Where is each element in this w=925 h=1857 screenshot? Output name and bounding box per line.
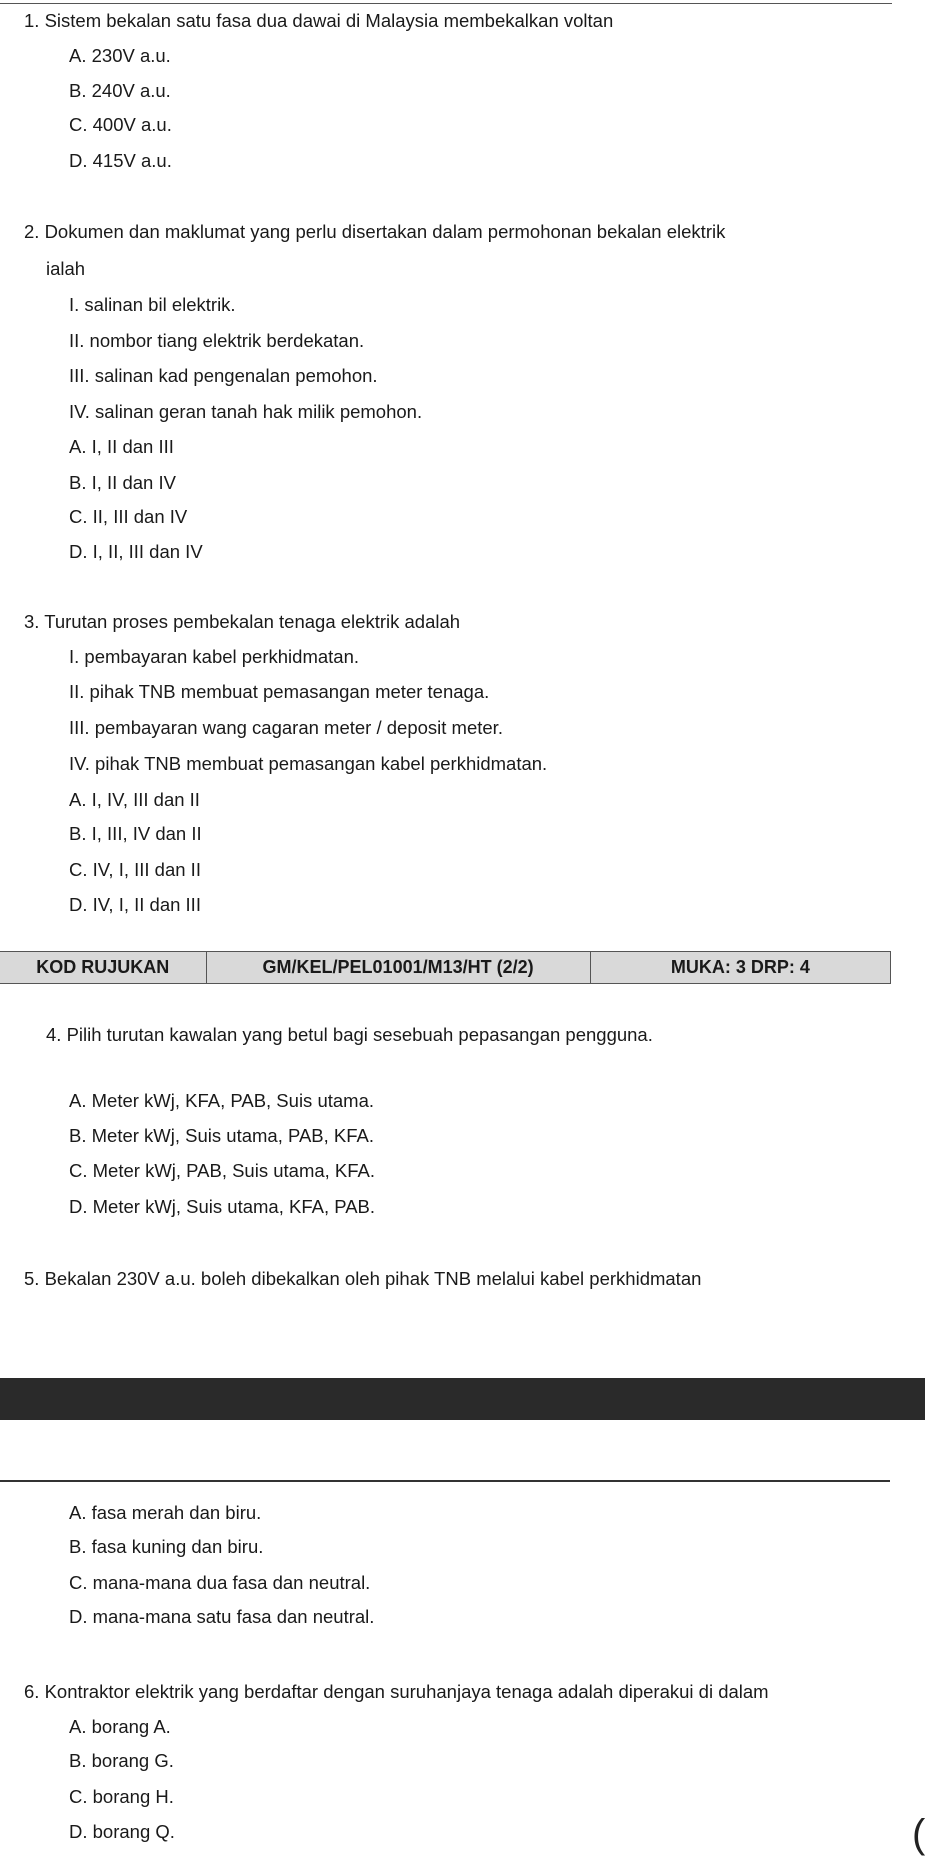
- top-rule: [0, 3, 892, 4]
- page-info: MUKA: 3 DRP: 4: [670, 957, 810, 977]
- answer-option: A. borang A.: [69, 1716, 171, 1737]
- statement-item: I. salinan bil elektrik.: [69, 294, 236, 315]
- question-stem: 4. Pilih turutan kawalan yang betul bagi sesebuah pepasangan pengguna.: [46, 1024, 653, 1045]
- answer-option: D. IV, I, II dan III: [69, 894, 201, 915]
- statement-item: IV. pihak TNB membuat pemasangan kabel perkhidmatan.: [69, 753, 548, 774]
- answer-option: C. mana-mana dua fasa dan neutral.: [69, 1572, 371, 1593]
- question-stem: 3. Turutan proses pembekalan tenaga elektrik adalah: [24, 611, 461, 632]
- answer-option: D. borang Q.: [69, 1821, 175, 1842]
- statement-item: II. pihak TNB membuat pemasangan meter tenaga.: [69, 681, 490, 702]
- answer-option: C. IV, I, III dan II: [69, 859, 201, 880]
- answer-option: D. I, II, III dan IV: [69, 541, 203, 562]
- answer-option: D. mana-mana satu fasa dan neutral.: [69, 1606, 375, 1627]
- answer-option: B. borang G.: [69, 1750, 174, 1771]
- statement-item: I. pembayaran kabel perkhidmatan.: [69, 646, 360, 667]
- dark-band: [0, 1378, 925, 1420]
- answer-option: A. 230V a.u.: [69, 45, 171, 66]
- statement-item: II. nombor tiang elektrik berdekatan.: [69, 330, 365, 351]
- question-stem: 1. Sistem bekalan satu fasa dua dawai di Malaysia membekalkan voltan: [24, 10, 614, 31]
- answer-option: B. 240V a.u.: [69, 80, 171, 101]
- answer-option: A. I, IV, III dan II: [69, 789, 200, 810]
- answer-option: A. Meter kWj, KFA, PAB, Suis utama.: [69, 1090, 374, 1111]
- answer-option: D. Meter kWj, Suis utama, KFA, PAB.: [69, 1196, 376, 1217]
- answer-option: C. 400V a.u.: [69, 114, 172, 135]
- question-stem: 2. Dokumen dan maklumat yang perlu disertakan dalam permohonan bekalan elektrik: [24, 221, 726, 242]
- question-stem: ialah: [46, 258, 86, 279]
- reference-header: [0, 951, 891, 984]
- answer-option: A. fasa merah dan biru.: [69, 1502, 262, 1523]
- reference-code: GM/KEL/PEL01001/M13/HT (2/2): [207, 952, 591, 983]
- answer-option: A. I, II dan III: [69, 436, 174, 457]
- statement-item: III. pembayaran wang cagaran meter / deposit meter.: [69, 717, 503, 738]
- statement-item: III. salinan kad pengenalan pemohon.: [69, 365, 378, 386]
- code-label: KOD RUJUKAN: [0, 952, 207, 983]
- answer-option: B. I, III, IV dan II: [69, 823, 202, 844]
- answer-option: B. Meter kWj, Suis utama, PAB, KFA.: [69, 1125, 374, 1146]
- statement-item: IV. salinan geran tanah hak milik pemohon.: [69, 401, 423, 422]
- answer-option: C. II, III dan IV: [69, 506, 188, 527]
- answer-option: B. fasa kuning dan biru.: [69, 1536, 264, 1557]
- question-stem: 6. Kontraktor elektrik yang berdaftar dengan suruhanjaya tenaga adalah diperakui di dalam: [24, 1681, 769, 1702]
- answer-option: C. Meter kWj, PAB, Suis utama, KFA.: [69, 1160, 376, 1181]
- question-stem: 5. Bekalan 230V a.u. boleh dibekalkan oleh pihak TNB melalui kabel perkhidmatan: [24, 1268, 702, 1289]
- bracket-glyph: (: [912, 1812, 925, 1856]
- page-rule: [0, 1480, 890, 1482]
- answer-option: B. I, II dan IV: [69, 472, 176, 493]
- answer-option: D. 415V a.u.: [69, 150, 172, 171]
- answer-option: C. borang H.: [69, 1786, 174, 1807]
